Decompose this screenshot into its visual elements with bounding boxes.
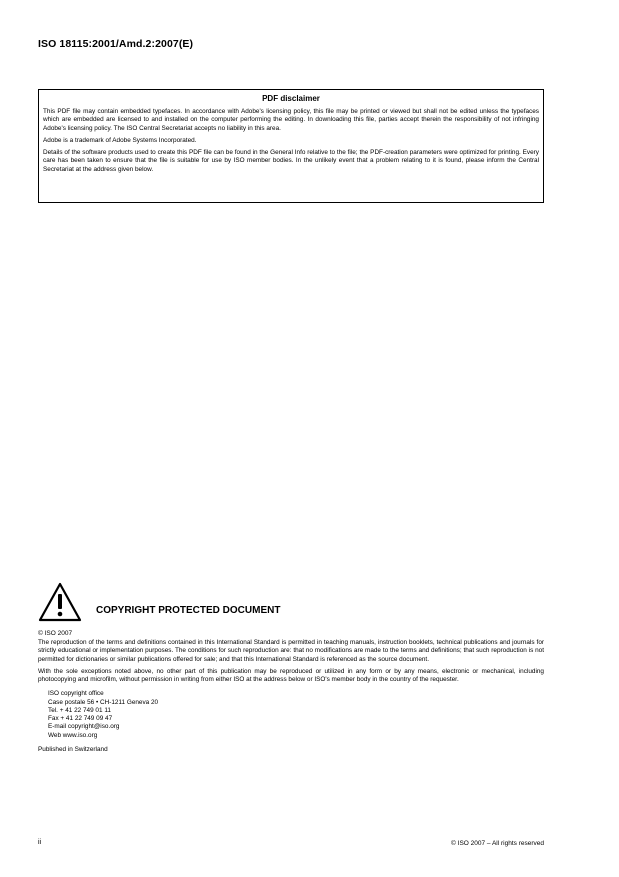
address-line: ISO copyright office [48, 690, 104, 698]
address-line: Web www.iso.org [48, 731, 98, 739]
address-line: Tel. + 41 22 749 01 11 [48, 706, 111, 714]
copyright-section [38, 582, 544, 753]
copyright-heading: COPYRIGHT PROTECTED DOCUMENT [96, 605, 281, 616]
footer-copyright: © ISO 2007 – All rights reserved [451, 840, 544, 847]
copyright-paragraph: With the sole exceptions noted above, no other part of this publication may be reproduced or utilized in any form or by any means, electronic or mechanical, including photocopying and microfilm, without permission in writing from either ISO at the address below or ISO's member body in the country of the requester. [38, 667, 544, 684]
address-line: Case postale 56 • CH-1211 Geneva 20 [48, 698, 159, 706]
copyright-heading-row [38, 582, 544, 622]
copyright-office-address [48, 690, 544, 739]
address-line: Fax + 41 22 749 09 47 [48, 715, 113, 723]
disclaimer-paragraph: Details of the software products used to create this PDF file can be found in the General Info relative to the file; the PDF-creation parameters were optimized for printing. Every care has been taken to ensure that the file is suitable for use by ISO member bodies. In the unlikely event that a problem relating to it is found, please inform the Central Secretariat at the address given below. [43, 149, 539, 173]
disclaimer-paragraph: Adobe is a trademark of Adobe Systems Incorporated. [43, 136, 197, 144]
copyright-notice: © ISO 2007 [38, 630, 73, 637]
page-number: ii [38, 839, 42, 846]
address-line: E-mail copyright@iso.org [48, 723, 120, 731]
published-location: Published in Switzerland [38, 745, 108, 753]
warning-triangle-icon [38, 582, 82, 622]
disclaimer-paragraph: This PDF file may contain embedded typefaces. In accordance with Adobe's licensing policy, this file may be printed or viewed but shall not be edited unless the typefaces which are embedded are licensed to and installed on the computer performing the editing. In downloading this file, parties accept therein the responsibility of not infringing Adobe's licensing policy. The ISO Central Secretariat accepts no liability in this area. [43, 108, 539, 132]
pdf-disclaimer-box [38, 89, 544, 203]
document-id-header: ISO 18115:2001/Amd.2:2007(E) [38, 38, 194, 50]
disclaimer-title: PDF disclaimer [262, 94, 320, 103]
copyright-paragraph: The reproduction of the terms and definitions contained in this International Standard is permitted in teaching manuals, instruction booklets, technical publications and journals for strictly educational or implementation purposes. The conditions for such reproduction are: that no modifications are made to the terms and definitions; that such reproduction is not permitted for dictionaries or similar publications offered for sale; and that this International Standard is referenced as the source document. [38, 639, 544, 663]
